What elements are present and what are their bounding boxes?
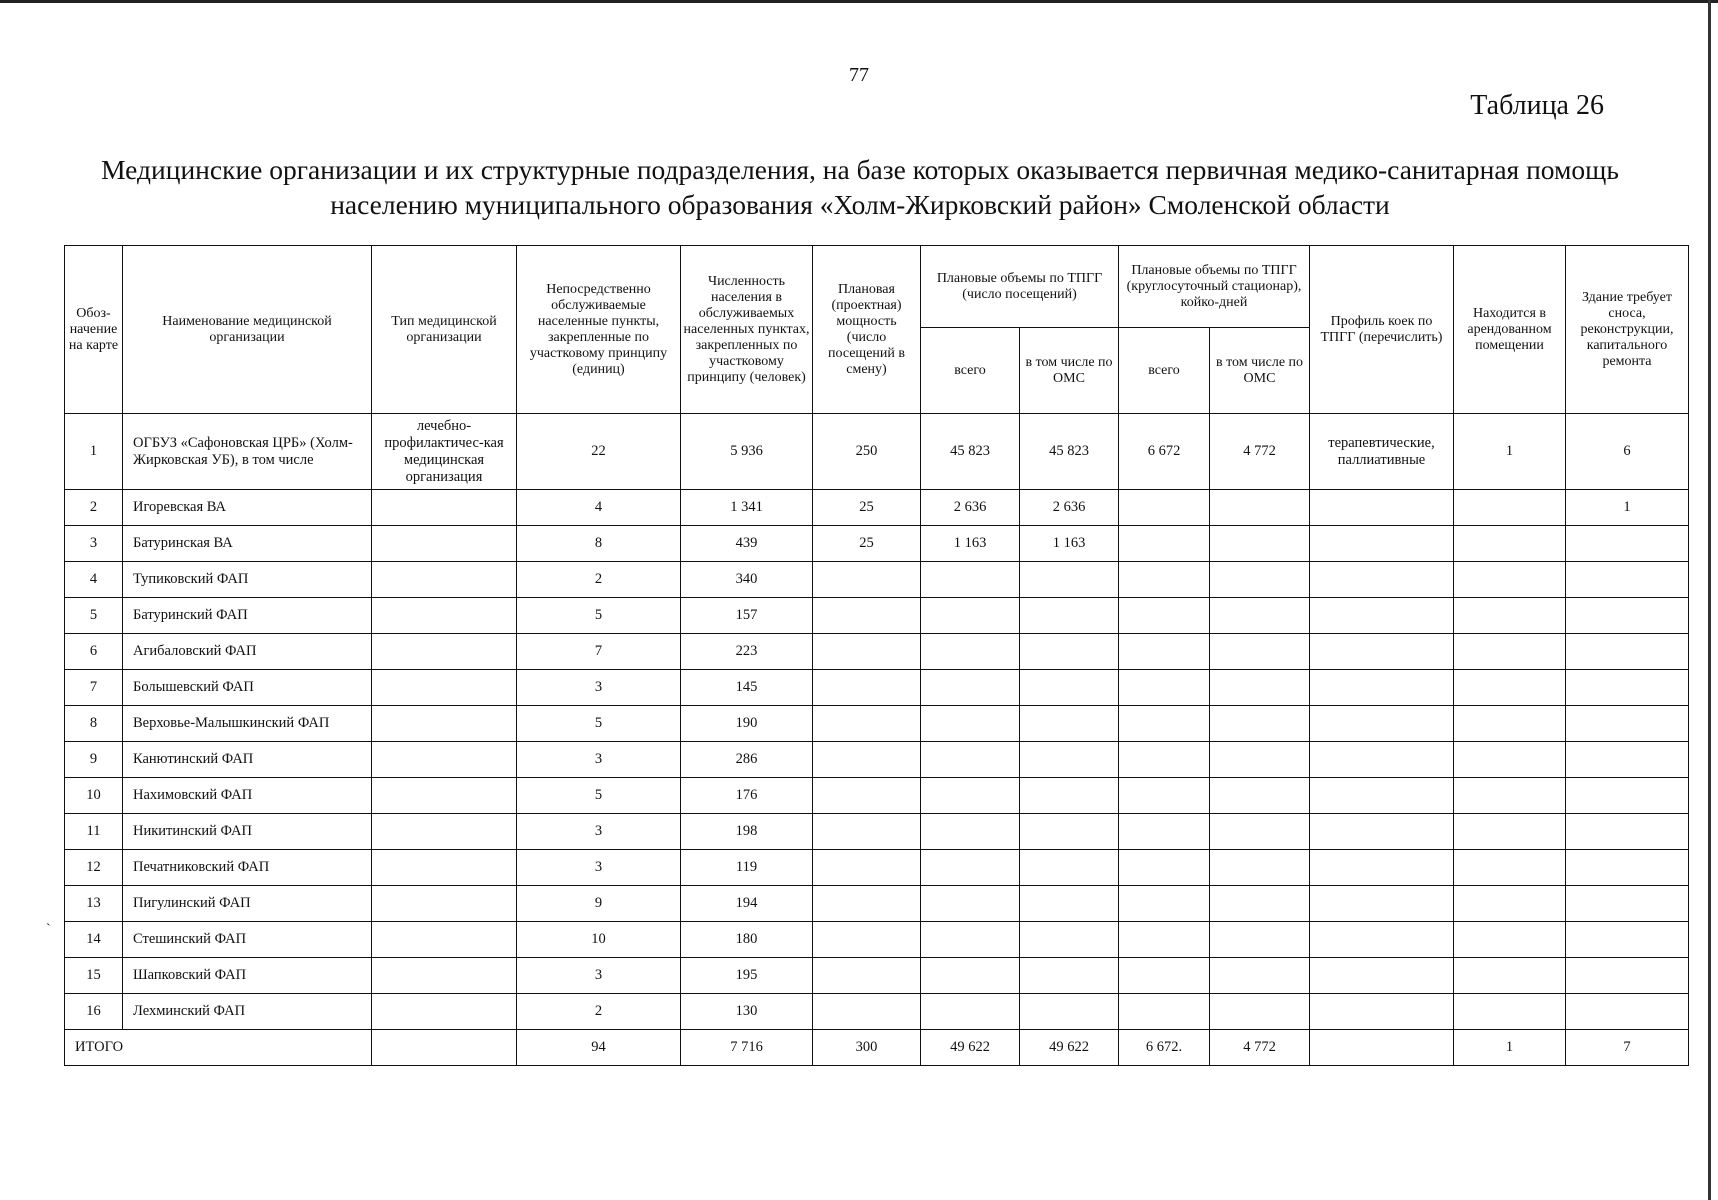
- cell-stay-total: [1119, 742, 1210, 778]
- cell-visits-oms: [1020, 634, 1119, 670]
- header-rented: Находится в арендованном помещении: [1454, 246, 1566, 414]
- page-number: 77: [849, 64, 869, 86]
- cell-population: 340: [681, 562, 813, 598]
- totals-repair: 7: [1566, 1030, 1689, 1066]
- table-row: [65, 634, 1689, 670]
- cell-rented: [1454, 598, 1566, 634]
- cell-num: 12: [65, 850, 123, 886]
- cell-type: [372, 922, 517, 958]
- cell-repair: [1566, 670, 1689, 706]
- table-row: [65, 886, 1689, 922]
- cell-visits-oms: 1 163: [1020, 526, 1119, 562]
- cell-num: 7: [65, 670, 123, 706]
- cell-profile: [1310, 490, 1454, 526]
- cell-capacity: [813, 670, 921, 706]
- table-header: [65, 246, 1689, 414]
- cell-visits-oms: [1020, 850, 1119, 886]
- cell-population: 195: [681, 958, 813, 994]
- cell-repair: [1566, 742, 1689, 778]
- header-stay-total: всего: [1119, 328, 1210, 414]
- cell-stay-total: 6 672: [1119, 414, 1210, 490]
- header-name: Наименование медицинской организации: [123, 246, 372, 414]
- totals-type: [372, 1030, 517, 1066]
- cell-profile: [1310, 742, 1454, 778]
- cell-points: 3: [517, 670, 681, 706]
- cell-rented: [1454, 490, 1566, 526]
- cell-stay-oms: [1210, 634, 1310, 670]
- cell-type: [372, 994, 517, 1030]
- totals-label: ИТОГО: [65, 1030, 372, 1066]
- cell-rented: [1454, 562, 1566, 598]
- cell-profile: [1310, 922, 1454, 958]
- cell-type: [372, 850, 517, 886]
- organizations-table: [64, 245, 1689, 1066]
- totals-profile: [1310, 1030, 1454, 1066]
- cell-name: Никитинский ФАП: [123, 814, 372, 850]
- cell-type: [372, 562, 517, 598]
- header-visits-group: Плановые объемы по ТПГГ (число посещений): [921, 246, 1119, 328]
- header-points: Непосредственно обслуживаемые населенные пункты, закрепленные по участковому принципу (единиц): [517, 246, 681, 414]
- header-capacity: Плановая (проектная) мощность (число посещений в смену): [813, 246, 921, 414]
- cell-stay-oms: [1210, 778, 1310, 814]
- cell-visits-oms: 45 823: [1020, 414, 1119, 490]
- cell-num: 3: [65, 526, 123, 562]
- cell-stay-total: [1119, 526, 1210, 562]
- cell-name: ОГБУЗ «Сафоновская ЦРБ» (Холм-Жирковская УБ), в том числе: [123, 414, 372, 490]
- cell-num: 14: [65, 922, 123, 958]
- cell-profile: [1310, 958, 1454, 994]
- cell-num: 4: [65, 562, 123, 598]
- cell-num: 10: [65, 778, 123, 814]
- cell-population: 439: [681, 526, 813, 562]
- cell-visits-total: 45 823: [921, 414, 1020, 490]
- cell-points: 9: [517, 886, 681, 922]
- cell-visits-total: [921, 562, 1020, 598]
- cell-population: 145: [681, 670, 813, 706]
- header-profile: Профиль коек по ТПГГ (перечислить): [1310, 246, 1454, 414]
- cell-visits-total: [921, 958, 1020, 994]
- cell-capacity: [813, 850, 921, 886]
- cell-population: 194: [681, 886, 813, 922]
- cell-stay-oms: [1210, 598, 1310, 634]
- cell-capacity: [813, 598, 921, 634]
- cell-name: Пигулинский ФАП: [123, 886, 372, 922]
- cell-type: [372, 958, 517, 994]
- cell-stay-total: [1119, 922, 1210, 958]
- cell-stay-oms: 4 772: [1210, 414, 1310, 490]
- title-line-1: Медицинские организации и их структурные подразделения, на базе которых оказывается первичная медико-санитарная помощь: [101, 154, 1619, 185]
- cell-profile: [1310, 706, 1454, 742]
- cell-population: 198: [681, 814, 813, 850]
- cell-repair: [1566, 526, 1689, 562]
- cell-type: [372, 670, 517, 706]
- table-row: [65, 742, 1689, 778]
- cell-visits-oms: [1020, 706, 1119, 742]
- cell-name: Канютинский ФАП: [123, 742, 372, 778]
- cell-type: [372, 490, 517, 526]
- cell-visits-oms: [1020, 778, 1119, 814]
- cell-stay-total: [1119, 634, 1210, 670]
- cell-stay-total: [1119, 850, 1210, 886]
- cell-name: Стешинский ФАП: [123, 922, 372, 958]
- cell-points: 2: [517, 562, 681, 598]
- cell-population: 223: [681, 634, 813, 670]
- cell-repair: [1566, 850, 1689, 886]
- cell-capacity: [813, 958, 921, 994]
- cell-visits-total: [921, 634, 1020, 670]
- cell-repair: [1566, 814, 1689, 850]
- cell-visits-total: [921, 922, 1020, 958]
- cell-profile: терапевтические, паллиативные: [1310, 414, 1454, 490]
- cell-visits-oms: [1020, 670, 1119, 706]
- cell-points: 8: [517, 526, 681, 562]
- cell-profile: [1310, 634, 1454, 670]
- header-type: Тип медицинской организации: [372, 246, 517, 414]
- cell-rented: 1: [1454, 414, 1566, 490]
- table-row: [65, 414, 1689, 490]
- cell-stay-total: [1119, 778, 1210, 814]
- cell-rented: [1454, 634, 1566, 670]
- cell-repair: [1566, 634, 1689, 670]
- cell-visits-oms: [1020, 922, 1119, 958]
- cell-rented: [1454, 994, 1566, 1030]
- cell-name: Болышевский ФАП: [123, 670, 372, 706]
- cell-name: Агибаловский ФАП: [123, 634, 372, 670]
- totals-rented: 1: [1454, 1030, 1566, 1066]
- cell-visits-total: [921, 706, 1020, 742]
- totals-row: [65, 1030, 1689, 1066]
- table-row: [65, 922, 1689, 958]
- cell-population: 176: [681, 778, 813, 814]
- cell-points: 2: [517, 994, 681, 1030]
- table-body: [65, 414, 1689, 1030]
- cell-visits-total: [921, 778, 1020, 814]
- cell-visits-oms: [1020, 994, 1119, 1030]
- cell-capacity: [813, 778, 921, 814]
- cell-visits-total: [921, 850, 1020, 886]
- cell-capacity: 250: [813, 414, 921, 490]
- cell-rented: [1454, 742, 1566, 778]
- header-visits-oms: в том числе по ОМС: [1020, 328, 1119, 414]
- cell-rented: [1454, 886, 1566, 922]
- cell-capacity: [813, 562, 921, 598]
- cell-num: 1: [65, 414, 123, 490]
- cell-rented: [1454, 778, 1566, 814]
- cell-repair: 1: [1566, 490, 1689, 526]
- cell-profile: [1310, 562, 1454, 598]
- cell-visits-oms: [1020, 742, 1119, 778]
- cell-profile: [1310, 814, 1454, 850]
- cell-repair: [1566, 778, 1689, 814]
- cell-profile: [1310, 670, 1454, 706]
- cell-type: [372, 526, 517, 562]
- cell-population: 119: [681, 850, 813, 886]
- cell-visits-total: [921, 814, 1020, 850]
- table-row: [65, 994, 1689, 1030]
- cell-profile: [1310, 994, 1454, 1030]
- table-footer: [65, 1030, 1689, 1066]
- totals-visits-total: 49 622: [921, 1030, 1020, 1066]
- cell-visits-oms: [1020, 958, 1119, 994]
- cell-stay-oms: [1210, 958, 1310, 994]
- table-row: [65, 958, 1689, 994]
- header-repair: Здание требует сноса, реконструкции, капитального ремонта: [1566, 246, 1689, 414]
- cell-points: 3: [517, 850, 681, 886]
- cell-rented: [1454, 850, 1566, 886]
- cell-profile: [1310, 886, 1454, 922]
- cell-name: Лехминский ФАП: [123, 994, 372, 1030]
- cell-population: 180: [681, 922, 813, 958]
- title-line-2: населению муниципального образования «Холм-Жирковский район» Смоленской области: [330, 189, 1390, 220]
- table-row: [65, 814, 1689, 850]
- table-label: Таблица 26: [1470, 90, 1604, 121]
- cell-visits-oms: [1020, 814, 1119, 850]
- cell-repair: [1566, 598, 1689, 634]
- cell-points: 3: [517, 742, 681, 778]
- cell-stay-total: [1119, 598, 1210, 634]
- cell-repair: [1566, 958, 1689, 994]
- cell-capacity: [813, 742, 921, 778]
- cell-capacity: [813, 814, 921, 850]
- cell-population: 5 936: [681, 414, 813, 490]
- cell-stay-oms: [1210, 526, 1310, 562]
- cell-stay-total: [1119, 490, 1210, 526]
- cell-name: Печатниковский ФАП: [123, 850, 372, 886]
- cell-profile: [1310, 850, 1454, 886]
- scan-mark: ˋ: [46, 922, 51, 937]
- cell-stay-oms: [1210, 814, 1310, 850]
- cell-visits-total: [921, 742, 1020, 778]
- cell-points: 7: [517, 634, 681, 670]
- cell-points: 5: [517, 706, 681, 742]
- cell-profile: [1310, 526, 1454, 562]
- cell-profile: [1310, 778, 1454, 814]
- cell-name: Нахимовский ФАП: [123, 778, 372, 814]
- cell-name: Батуринская ВА: [123, 526, 372, 562]
- header-stay-group: Плановые объемы по ТПГГ (круглосуточный стационар), койко-дней: [1119, 246, 1310, 328]
- cell-stay-oms: [1210, 994, 1310, 1030]
- totals-capacity: 300: [813, 1030, 921, 1066]
- table-row: [65, 598, 1689, 634]
- cell-num: 9: [65, 742, 123, 778]
- cell-repair: [1566, 922, 1689, 958]
- totals-population: 7 716: [681, 1030, 813, 1066]
- cell-type: [372, 886, 517, 922]
- cell-visits-oms: 2 636: [1020, 490, 1119, 526]
- cell-name: Игоревская ВА: [123, 490, 372, 526]
- cell-population: 190: [681, 706, 813, 742]
- cell-name: Верховье-Малышкинский ФАП: [123, 706, 372, 742]
- cell-type: [372, 814, 517, 850]
- cell-name: Шапковский ФАП: [123, 958, 372, 994]
- cell-visits-total: [921, 670, 1020, 706]
- cell-stay-total: [1119, 562, 1210, 598]
- cell-stay-oms: [1210, 490, 1310, 526]
- table-row: [65, 706, 1689, 742]
- cell-population: 286: [681, 742, 813, 778]
- cell-rented: [1454, 670, 1566, 706]
- cell-name: Тупиковский ФАП: [123, 562, 372, 598]
- cell-population: 1 341: [681, 490, 813, 526]
- cell-stay-oms: [1210, 886, 1310, 922]
- header-stay-oms: в том числе по ОМС: [1210, 328, 1310, 414]
- table-row: [65, 562, 1689, 598]
- cell-num: 11: [65, 814, 123, 850]
- cell-rented: [1454, 814, 1566, 850]
- cell-rented: [1454, 922, 1566, 958]
- cell-rented: [1454, 706, 1566, 742]
- cell-num: 2: [65, 490, 123, 526]
- cell-capacity: [813, 706, 921, 742]
- cell-points: 5: [517, 778, 681, 814]
- cell-stay-total: [1119, 814, 1210, 850]
- cell-visits-total: [921, 886, 1020, 922]
- cell-points: 22: [517, 414, 681, 490]
- cell-stay-total: [1119, 670, 1210, 706]
- cell-points: 3: [517, 958, 681, 994]
- cell-visits-oms: [1020, 598, 1119, 634]
- cell-visits-total: 2 636: [921, 490, 1020, 526]
- cell-type: лечебно-профилактичес-кая медицинская организация: [372, 414, 517, 490]
- table-row: [65, 778, 1689, 814]
- header-population: Численность населения в обслуживаемых населенных пунктах, закрепленных по участковому принципу (человек): [681, 246, 813, 414]
- cell-stay-total: [1119, 886, 1210, 922]
- cell-num: 16: [65, 994, 123, 1030]
- cell-stay-oms: [1210, 850, 1310, 886]
- cell-capacity: [813, 922, 921, 958]
- document-title: [40, 152, 1680, 222]
- cell-stay-oms: [1210, 742, 1310, 778]
- cell-name: Батуринский ФАП: [123, 598, 372, 634]
- cell-rented: [1454, 958, 1566, 994]
- cell-repair: [1566, 886, 1689, 922]
- cell-points: 5: [517, 598, 681, 634]
- table-row: [65, 670, 1689, 706]
- cell-points: 10: [517, 922, 681, 958]
- scan-right-border: [1708, 0, 1711, 1200]
- cell-visits-total: [921, 598, 1020, 634]
- cell-type: [372, 778, 517, 814]
- cell-stay-oms: [1210, 922, 1310, 958]
- cell-rented: [1454, 526, 1566, 562]
- table-row: [65, 850, 1689, 886]
- cell-capacity: [813, 886, 921, 922]
- cell-repair: 6: [1566, 414, 1689, 490]
- cell-type: [372, 742, 517, 778]
- cell-points: 4: [517, 490, 681, 526]
- cell-visits-oms: [1020, 562, 1119, 598]
- cell-type: [372, 706, 517, 742]
- cell-stay-total: [1119, 958, 1210, 994]
- cell-capacity: 25: [813, 490, 921, 526]
- cell-num: 6: [65, 634, 123, 670]
- scan-top-border: [0, 0, 1718, 3]
- cell-repair: [1566, 994, 1689, 1030]
- cell-num: 15: [65, 958, 123, 994]
- cell-num: 8: [65, 706, 123, 742]
- cell-stay-oms: [1210, 562, 1310, 598]
- totals-visits-oms: 49 622: [1020, 1030, 1119, 1066]
- cell-stay-total: [1119, 706, 1210, 742]
- cell-type: [372, 598, 517, 634]
- cell-type: [372, 634, 517, 670]
- cell-num: 5: [65, 598, 123, 634]
- cell-num: 13: [65, 886, 123, 922]
- cell-population: 157: [681, 598, 813, 634]
- cell-population: 130: [681, 994, 813, 1030]
- cell-repair: [1566, 562, 1689, 598]
- cell-capacity: [813, 634, 921, 670]
- cell-points: 3: [517, 814, 681, 850]
- totals-stay-total: 6 672.: [1119, 1030, 1210, 1066]
- table-row: [65, 526, 1689, 562]
- cell-stay-oms: [1210, 670, 1310, 706]
- cell-visits-total: [921, 994, 1020, 1030]
- cell-stay-oms: [1210, 706, 1310, 742]
- table-row: [65, 490, 1689, 526]
- cell-visits-total: 1 163: [921, 526, 1020, 562]
- header-visits-total: всего: [921, 328, 1020, 414]
- totals-points: 94: [517, 1030, 681, 1066]
- totals-stay-oms: 4 772: [1210, 1030, 1310, 1066]
- header-num: Обоз- начение на карте: [65, 246, 123, 414]
- cell-capacity: 25: [813, 526, 921, 562]
- cell-visits-oms: [1020, 886, 1119, 922]
- cell-stay-total: [1119, 994, 1210, 1030]
- cell-profile: [1310, 598, 1454, 634]
- cell-capacity: [813, 994, 921, 1030]
- cell-repair: [1566, 706, 1689, 742]
